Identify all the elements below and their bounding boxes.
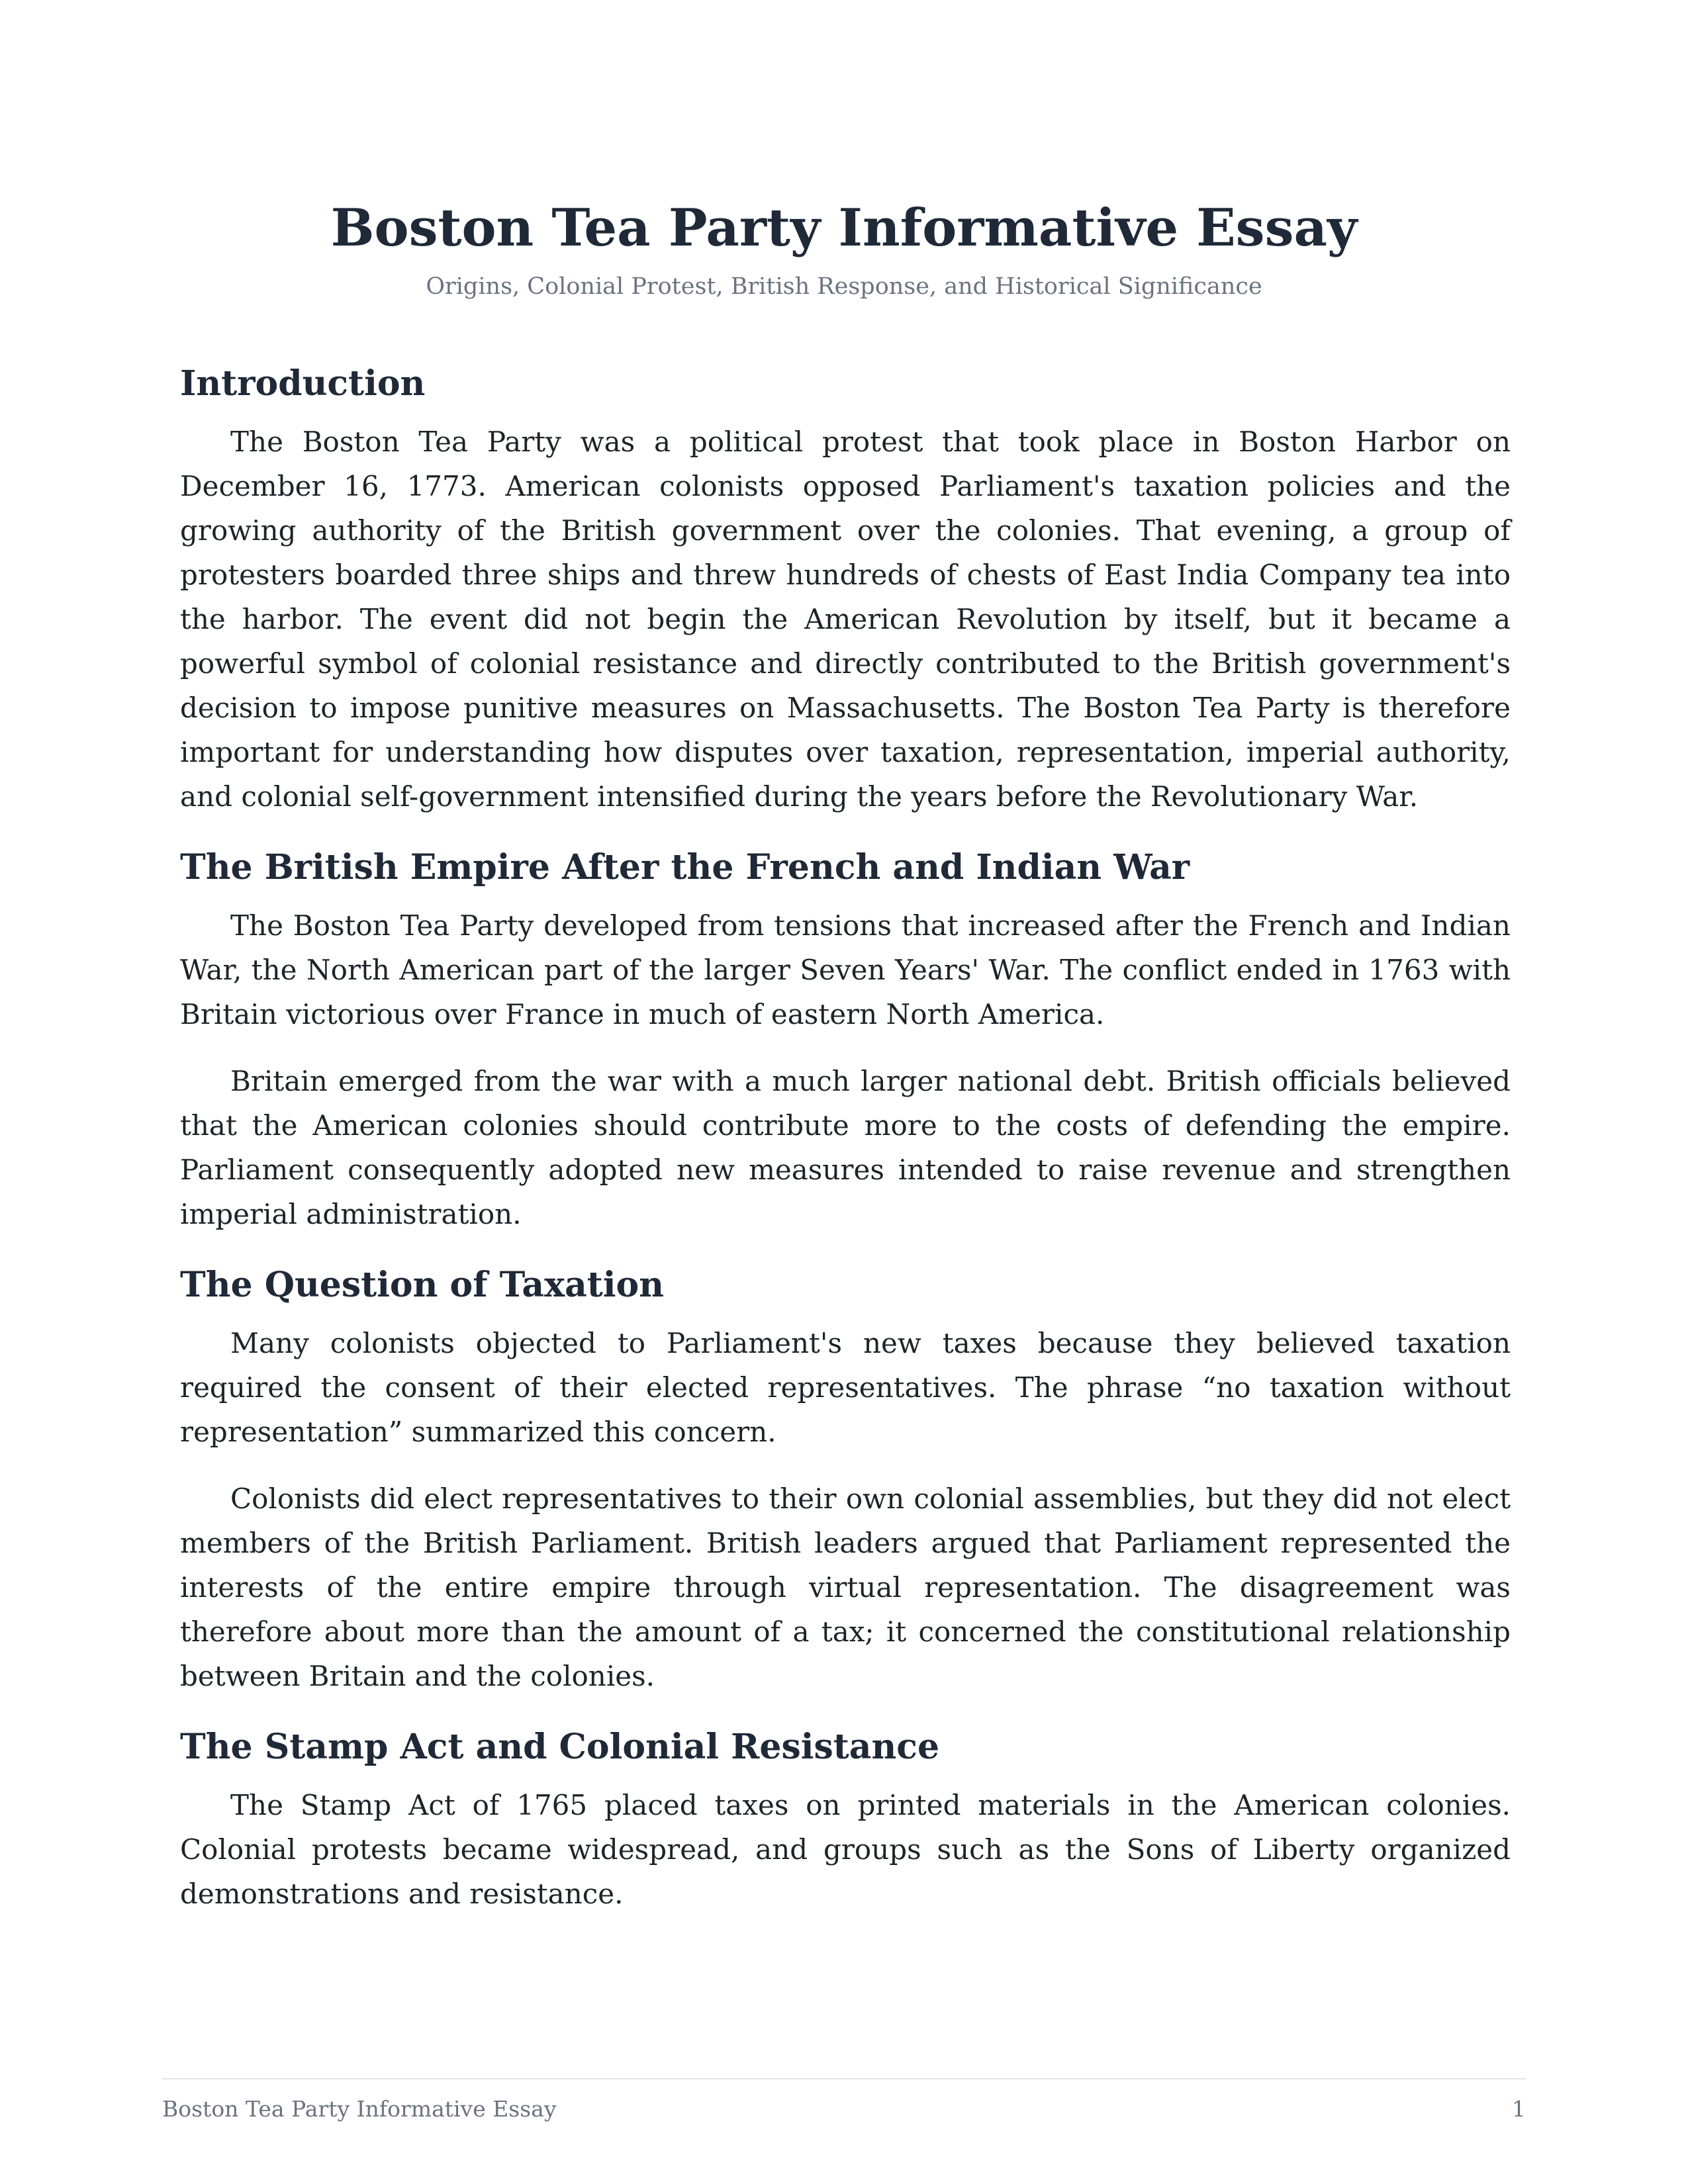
section-heading: The British Empire After the French and Indian War [180, 847, 1190, 887]
document-title: Boston Tea Party Informative Essay [330, 198, 1358, 258]
document-header [0, 192, 1688, 303]
paragraph: The Boston Tea Party was a political protest that took place in Boston Harbor on December 16, 1773. American colonists opposed Parliament's taxation policies and the growing authority of the British government over the colonies. That evening, a group of protesters boarded three ships and threw hundreds of chests of East India Company tea into the harbor. The event did not begin the American Revolution by itself, but it became a powerful symbol of colonial resistance and directly contributed to the British government's decision to impose punitive measures on Massachusetts. The Boston Tea Party is therefore important for understanding how disputes over taxation, representation, imperial authority, and colonial self-government intensified during the years before the Revolutionary War. [180, 426, 1511, 813]
section-heading: The Stamp Act and Colonial Resistance [180, 1727, 940, 1767]
section-question-of-taxation [180, 1259, 1511, 1698]
section-heading: Introduction [180, 363, 426, 404]
page-footer [162, 2078, 1526, 2124]
page-number: 1 [1512, 2096, 1526, 2122]
paragraph: Britain emerged from the war with a much larger national debt. British officials believed that the American colonies should contribute more to the costs of defending the empire. Parliament consequently adopted new measures intended to raise revenue and strengthen imperial administration. [180, 1065, 1511, 1230]
paragraph: Many colonists objected to Parliament's new taxes because they believed taxation required the consent of their elected representatives. The phrase “no taxation without representation” summarized this concern. [180, 1327, 1511, 1448]
section-british-empire [180, 841, 1511, 1236]
essay-body [180, 357, 1511, 1938]
section-stamp-act [180, 1721, 1511, 1916]
section-heading: The Question of Taxation [180, 1265, 665, 1305]
paragraph: The Stamp Act of 1765 placed taxes on printed materials in the American colonies. Colonial protests became widespread, and groups such as the Sons of Liberty organized demonstrations and resistance. [180, 1789, 1511, 1910]
paragraph: The Boston Tea Party developed from tensions that increased after the French and Indian War, the North American part of the larger Seven Years' War. The conflict ended in 1763 with Britain victorious over France in much of eastern North America. [180, 909, 1511, 1030]
document-subtitle: Origins, Colonial Protest, British Response, and Historical Significance [426, 273, 1262, 300]
paragraph: Colonists did elect representatives to their own colonial assemblies, but they did not elect members of the British Parliament. British leaders argued that Parliament represented the interests of the entire empire through virtual representation. The disagreement was therefore about more than the amount of a tax; it concerned the constitutional relationship between Britain and the colonies. [180, 1482, 1511, 1692]
section-introduction [180, 357, 1511, 819]
footer-document-title: Boston Tea Party Informative Essay [162, 2096, 557, 2122]
